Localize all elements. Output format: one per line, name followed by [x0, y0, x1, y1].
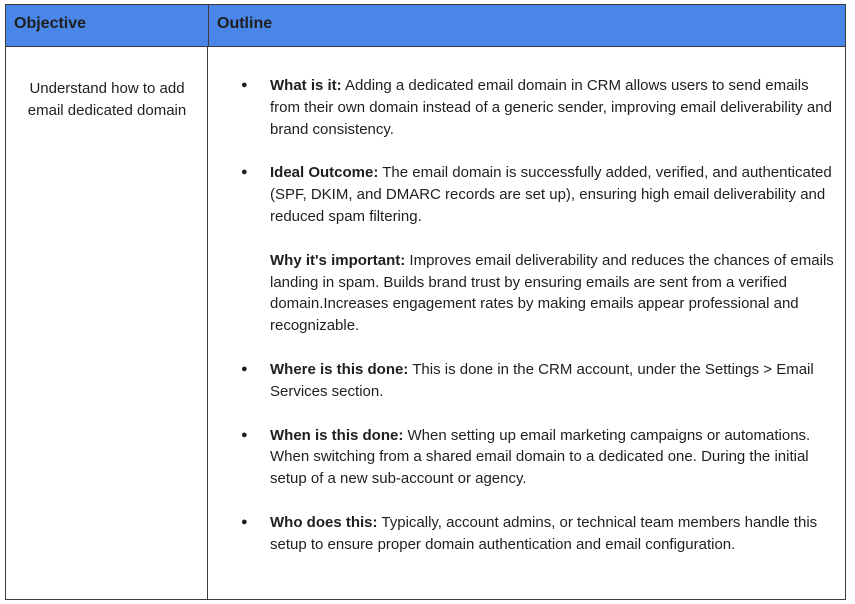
outline-label: What is it:	[270, 77, 342, 94]
outline-item-what	[270, 75, 842, 140]
outline-label: Why it's important:	[270, 251, 406, 269]
objective-outline-table	[5, 4, 846, 600]
outline-text: Improves email deliverability and reduces the chances of emails landing in spam. Builds brand trust by ensuring emails are sent from a verified domain.Increases engagement rates by making emails appear professional and recognizable.	[270, 251, 834, 335]
outline-text: The email domain is successfully added, verified, and authenticated (SPF, DKIM, and DMARC records are set up), ensuring high email deliverability and reduced spam filtering.	[270, 164, 832, 225]
outline-label: Ideal Outcome:	[270, 164, 379, 182]
outline-text: Typically, account admins, or technical team members handle this setup to ensure proper domain authentication and email configuration.	[270, 513, 818, 553]
outline-item-who	[270, 512, 842, 556]
outline-item-when	[270, 425, 842, 490]
outline-item-where	[270, 359, 842, 403]
objective-cell: Understand how to add email dedicated domain	[27, 80, 187, 119]
outline-label: Who does this:	[270, 513, 378, 531]
table-header-row	[6, 5, 845, 47]
column-divider	[207, 47, 208, 599]
outline-label: Where is this done:	[270, 360, 409, 378]
outline-text: When setting up email marketing campaigns or automations. When switching from a shared email domain to a dedicated one. During the initial setup of a new sub-account or agency.	[270, 426, 811, 488]
header-objective: Objective	[14, 15, 87, 32]
outline-item-why-important	[270, 250, 842, 337]
outline-text: Adding a dedicated email domain in CRM allows users to send emails from their own domain instead of a generic sender, improving email deliverability and brand consistency.	[270, 77, 832, 138]
header-outline: Outline	[208, 5, 845, 46]
outline-cell	[270, 75, 842, 556]
outline-item-ideal-outcome	[270, 162, 842, 227]
outline-text: This is done in the CRM account, under the Settings > Email Services section.	[270, 360, 814, 400]
outline-label: When is this done:	[270, 426, 404, 444]
